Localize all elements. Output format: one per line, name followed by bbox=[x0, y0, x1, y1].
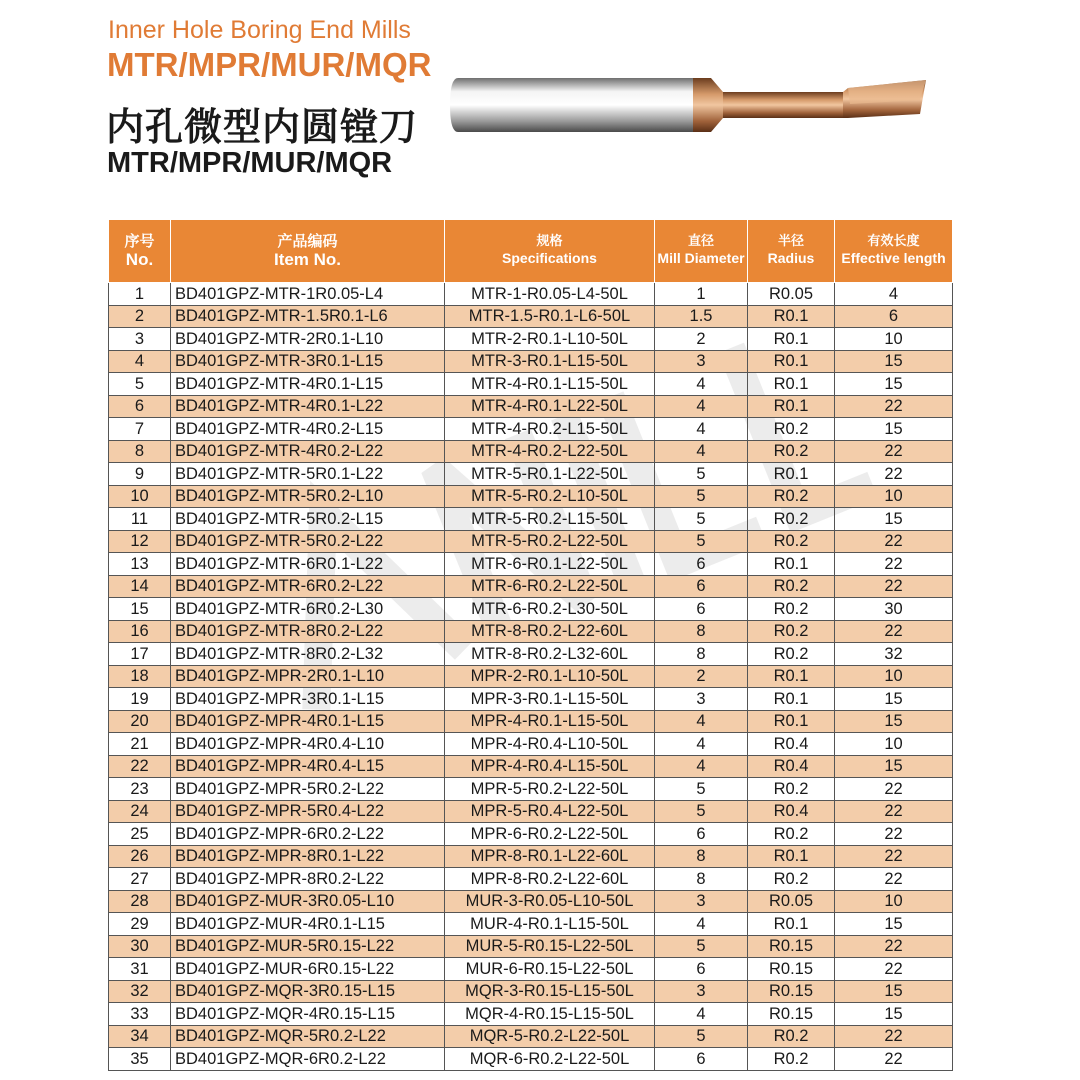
cell-mill-diameter: 6 bbox=[655, 1048, 748, 1071]
cell-no: 22 bbox=[109, 755, 171, 778]
cell-mill-diameter: 3 bbox=[655, 980, 748, 1003]
cell-radius: R0.15 bbox=[748, 1003, 835, 1026]
cell-effective-length: 22 bbox=[835, 1048, 953, 1071]
cell-specification: MPR-4-R0.4-L15-50L bbox=[445, 755, 655, 778]
cell-radius: R0.05 bbox=[748, 283, 835, 306]
table-row bbox=[109, 980, 953, 1003]
cell-item-no: BD401GPZ-MTR-4R0.1-L15 bbox=[171, 373, 445, 396]
cell-mill-diameter: 4 bbox=[655, 418, 748, 441]
cell-item-no: BD401GPZ-MTR-4R0.2-L15 bbox=[171, 418, 445, 441]
table-header-row bbox=[109, 220, 953, 283]
cell-radius: R0.2 bbox=[748, 823, 835, 846]
column-header-no: 序号 No. bbox=[109, 220, 171, 283]
cell-no: 12 bbox=[109, 530, 171, 553]
cell-specification: MPR-3-R0.1-L15-50L bbox=[445, 688, 655, 711]
cell-no: 16 bbox=[109, 620, 171, 643]
cell-effective-length: 10 bbox=[835, 733, 953, 756]
table-row bbox=[109, 845, 953, 868]
cell-item-no: BD401GPZ-MTR-5R0.1-L22 bbox=[171, 463, 445, 486]
cell-mill-diameter: 5 bbox=[655, 1025, 748, 1048]
cell-item-no: BD401GPZ-MPR-4R0.1-L15 bbox=[171, 710, 445, 733]
cell-specification: MQR-5-R0.2-L22-50L bbox=[445, 1025, 655, 1048]
cell-specification: MTR-5-R0.2-L15-50L bbox=[445, 508, 655, 531]
cell-mill-diameter: 4 bbox=[655, 1003, 748, 1026]
cell-effective-length: 10 bbox=[835, 890, 953, 913]
cell-effective-length: 22 bbox=[835, 620, 953, 643]
cell-item-no: BD401GPZ-MPR-5R0.2-L22 bbox=[171, 778, 445, 801]
cell-item-no: BD401GPZ-MTR-2R0.1-L10 bbox=[171, 328, 445, 351]
cell-effective-length: 22 bbox=[835, 463, 953, 486]
table-row bbox=[109, 440, 953, 463]
cell-no: 11 bbox=[109, 508, 171, 531]
cell-radius: R0.2 bbox=[748, 1048, 835, 1071]
cell-effective-length: 22 bbox=[835, 845, 953, 868]
cell-item-no: BD401GPZ-MUR-5R0.15-L22 bbox=[171, 935, 445, 958]
cell-radius: R0.1 bbox=[748, 373, 835, 396]
cell-mill-diameter: 6 bbox=[655, 958, 748, 981]
table-row bbox=[109, 665, 953, 688]
product-spec-table bbox=[108, 219, 953, 1071]
cell-effective-length: 30 bbox=[835, 598, 953, 621]
column-header-radius: 半径 Radius bbox=[748, 220, 835, 283]
cell-item-no: BD401GPZ-MPR-4R0.4-L15 bbox=[171, 755, 445, 778]
cell-effective-length: 10 bbox=[835, 328, 953, 351]
cell-item-no: BD401GPZ-MQR-5R0.2-L22 bbox=[171, 1025, 445, 1048]
table-row bbox=[109, 305, 953, 328]
cell-radius: R0.2 bbox=[748, 598, 835, 621]
cell-specification: MPR-4-R0.1-L15-50L bbox=[445, 710, 655, 733]
cell-specification: MPR-5-R0.4-L22-50L bbox=[445, 800, 655, 823]
cell-effective-length: 22 bbox=[835, 958, 953, 981]
cell-effective-length: 22 bbox=[835, 395, 953, 418]
table-row bbox=[109, 800, 953, 823]
cell-specification: MTR-1-R0.05-L4-50L bbox=[445, 283, 655, 306]
cell-mill-diameter: 5 bbox=[655, 935, 748, 958]
page-header bbox=[0, 0, 1080, 210]
cell-specification: MPR-6-R0.2-L22-50L bbox=[445, 823, 655, 846]
table-row bbox=[109, 485, 953, 508]
cell-no: 6 bbox=[109, 395, 171, 418]
cell-specification: MTR-4-R0.1-L15-50L bbox=[445, 373, 655, 396]
cell-mill-diameter: 5 bbox=[655, 800, 748, 823]
cell-mill-diameter: 8 bbox=[655, 643, 748, 666]
cell-effective-length: 15 bbox=[835, 508, 953, 531]
table-row bbox=[109, 1025, 953, 1048]
cell-effective-length: 22 bbox=[835, 440, 953, 463]
cell-specification: MTR-6-R0.1-L22-50L bbox=[445, 553, 655, 576]
cell-no: 2 bbox=[109, 305, 171, 328]
cell-specification: MTR-8-R0.2-L22-60L bbox=[445, 620, 655, 643]
cell-no: 31 bbox=[109, 958, 171, 981]
cell-item-no: BD401GPZ-MPR-8R0.2-L22 bbox=[171, 868, 445, 891]
cell-mill-diameter: 6 bbox=[655, 823, 748, 846]
cell-effective-length: 22 bbox=[835, 1025, 953, 1048]
cell-effective-length: 10 bbox=[835, 665, 953, 688]
cell-item-no: BD401GPZ-MTR-6R0.2-L30 bbox=[171, 598, 445, 621]
cell-specification: MQR-4-R0.15-L15-50L bbox=[445, 1003, 655, 1026]
cell-effective-length: 4 bbox=[835, 283, 953, 306]
cell-item-no: BD401GPZ-MTR-6R0.2-L22 bbox=[171, 575, 445, 598]
table-body bbox=[109, 283, 953, 1071]
cell-radius: R0.1 bbox=[748, 305, 835, 328]
cell-specification: MUR-5-R0.15-L22-50L bbox=[445, 935, 655, 958]
cell-item-no: BD401GPZ-MTR-4R0.1-L22 bbox=[171, 395, 445, 418]
cell-no: 18 bbox=[109, 665, 171, 688]
cell-specification: MTR-3-R0.1-L15-50L bbox=[445, 350, 655, 373]
cell-specification: MPR-4-R0.4-L10-50L bbox=[445, 733, 655, 756]
cell-mill-diameter: 6 bbox=[655, 553, 748, 576]
cell-no: 7 bbox=[109, 418, 171, 441]
cell-mill-diameter: 8 bbox=[655, 620, 748, 643]
cell-mill-diameter: 4 bbox=[655, 710, 748, 733]
cell-specification: MTR-8-R0.2-L32-60L bbox=[445, 643, 655, 666]
cell-specification: MQR-6-R0.2-L22-50L bbox=[445, 1048, 655, 1071]
cell-no: 28 bbox=[109, 890, 171, 913]
cell-radius: R0.2 bbox=[748, 440, 835, 463]
cell-radius: R0.1 bbox=[748, 395, 835, 418]
cell-radius: R0.1 bbox=[748, 328, 835, 351]
cell-mill-diameter: 5 bbox=[655, 485, 748, 508]
cell-mill-diameter: 1.5 bbox=[655, 305, 748, 328]
cell-mill-diameter: 2 bbox=[655, 665, 748, 688]
cell-no: 21 bbox=[109, 733, 171, 756]
cell-effective-length: 15 bbox=[835, 1003, 953, 1026]
table-row bbox=[109, 418, 953, 441]
table-row bbox=[109, 575, 953, 598]
cell-item-no: BD401GPZ-MUR-3R0.05-L10 bbox=[171, 890, 445, 913]
cell-item-no: BD401GPZ-MQR-3R0.15-L15 bbox=[171, 980, 445, 1003]
cell-effective-length: 22 bbox=[835, 778, 953, 801]
cell-no: 5 bbox=[109, 373, 171, 396]
cell-radius: R0.1 bbox=[748, 913, 835, 936]
cell-no: 8 bbox=[109, 440, 171, 463]
table-row bbox=[109, 350, 953, 373]
cell-mill-diameter: 6 bbox=[655, 575, 748, 598]
cell-mill-diameter: 8 bbox=[655, 868, 748, 891]
table-row bbox=[109, 890, 953, 913]
column-header-specifications: 规格 Specifications bbox=[445, 220, 655, 283]
cell-mill-diameter: 4 bbox=[655, 395, 748, 418]
cell-no: 1 bbox=[109, 283, 171, 306]
cell-item-no: BD401GPZ-MQR-6R0.2-L22 bbox=[171, 1048, 445, 1071]
cell-radius: R0.05 bbox=[748, 890, 835, 913]
cell-mill-diameter: 4 bbox=[655, 373, 748, 396]
cell-radius: R0.2 bbox=[748, 868, 835, 891]
table-row bbox=[109, 1048, 953, 1071]
cell-item-no: BD401GPZ-MTR-3R0.1-L15 bbox=[171, 350, 445, 373]
cell-effective-length: 32 bbox=[835, 643, 953, 666]
cell-item-no: BD401GPZ-MPR-2R0.1-L10 bbox=[171, 665, 445, 688]
cell-mill-diameter: 8 bbox=[655, 845, 748, 868]
cell-radius: R0.1 bbox=[748, 350, 835, 373]
cell-radius: R0.2 bbox=[748, 643, 835, 666]
cell-radius: R0.2 bbox=[748, 530, 835, 553]
cell-mill-diameter: 5 bbox=[655, 463, 748, 486]
cell-specification: MQR-3-R0.15-L15-50L bbox=[445, 980, 655, 1003]
cell-effective-length: 6 bbox=[835, 305, 953, 328]
cell-specification: MTR-5-R0.2-L22-50L bbox=[445, 530, 655, 553]
cell-specification: MPR-8-R0.2-L22-60L bbox=[445, 868, 655, 891]
cell-specification: MTR-5-R0.2-L10-50L bbox=[445, 485, 655, 508]
cell-specification: MTR-6-R0.2-L30-50L bbox=[445, 598, 655, 621]
cell-specification: MUR-3-R0.05-L10-50L bbox=[445, 890, 655, 913]
cell-effective-length: 22 bbox=[835, 530, 953, 553]
cell-radius: R0.1 bbox=[748, 463, 835, 486]
table-row bbox=[109, 958, 953, 981]
cell-radius: R0.4 bbox=[748, 755, 835, 778]
cell-no: 3 bbox=[109, 328, 171, 351]
cell-radius: R0.2 bbox=[748, 1025, 835, 1048]
table-row bbox=[109, 598, 953, 621]
cell-item-no: BD401GPZ-MTR-5R0.2-L15 bbox=[171, 508, 445, 531]
cell-no: 24 bbox=[109, 800, 171, 823]
cell-mill-diameter: 5 bbox=[655, 778, 748, 801]
model-series-subtitle: MTR/MPR/MUR/MQR bbox=[107, 147, 393, 179]
cell-radius: R0.1 bbox=[748, 845, 835, 868]
cell-mill-diameter: 6 bbox=[655, 598, 748, 621]
table-row bbox=[109, 733, 953, 756]
boring-end-mill-illustration bbox=[448, 70, 938, 140]
column-header-item-no: 产品编码 Item No. bbox=[171, 220, 445, 283]
cell-item-no: BD401GPZ-MTR-4R0.2-L22 bbox=[171, 440, 445, 463]
cell-no: 15 bbox=[109, 598, 171, 621]
table-row bbox=[109, 620, 953, 643]
cell-mill-diameter: 4 bbox=[655, 913, 748, 936]
cell-effective-length: 15 bbox=[835, 350, 953, 373]
cell-item-no: BD401GPZ-MUR-4R0.1-L15 bbox=[171, 913, 445, 936]
cell-radius: R0.2 bbox=[748, 778, 835, 801]
cell-no: 26 bbox=[109, 845, 171, 868]
cell-mill-diameter: 3 bbox=[655, 890, 748, 913]
cell-effective-length: 22 bbox=[835, 868, 953, 891]
cell-mill-diameter: 1 bbox=[655, 283, 748, 306]
cell-item-no: BD401GPZ-MPR-4R0.4-L10 bbox=[171, 733, 445, 756]
cell-radius: R0.1 bbox=[748, 553, 835, 576]
cell-no: 17 bbox=[109, 643, 171, 666]
table-row bbox=[109, 373, 953, 396]
cell-item-no: BD401GPZ-MPR-8R0.1-L22 bbox=[171, 845, 445, 868]
cell-effective-length: 10 bbox=[835, 485, 953, 508]
table-row bbox=[109, 778, 953, 801]
table-row bbox=[109, 688, 953, 711]
cell-item-no: BD401GPZ-MTR-6R0.1-L22 bbox=[171, 553, 445, 576]
table-row bbox=[109, 328, 953, 351]
cell-mill-diameter: 5 bbox=[655, 508, 748, 531]
cell-radius: R0.4 bbox=[748, 800, 835, 823]
table-row bbox=[109, 283, 953, 306]
cell-radius: R0.2 bbox=[748, 575, 835, 598]
cell-no: 14 bbox=[109, 575, 171, 598]
cell-radius: R0.1 bbox=[748, 688, 835, 711]
cell-no: 13 bbox=[109, 553, 171, 576]
cell-mill-diameter: 5 bbox=[655, 530, 748, 553]
cell-no: 4 bbox=[109, 350, 171, 373]
cell-radius: R0.2 bbox=[748, 620, 835, 643]
cell-effective-length: 15 bbox=[835, 913, 953, 936]
cell-specification: MPR-5-R0.2-L22-50L bbox=[445, 778, 655, 801]
cell-effective-length: 15 bbox=[835, 755, 953, 778]
cell-item-no: BD401GPZ-MTR-8R0.2-L22 bbox=[171, 620, 445, 643]
cell-radius: R0.15 bbox=[748, 958, 835, 981]
cell-mill-diameter: 2 bbox=[655, 328, 748, 351]
cell-radius: R0.1 bbox=[748, 710, 835, 733]
cell-effective-length: 15 bbox=[835, 373, 953, 396]
cell-no: 19 bbox=[109, 688, 171, 711]
cell-item-no: BD401GPZ-MTR-8R0.2-L32 bbox=[171, 643, 445, 666]
title-english: Inner Hole Boring End Mills bbox=[108, 16, 411, 44]
table-row bbox=[109, 463, 953, 486]
cell-radius: R0.15 bbox=[748, 980, 835, 1003]
cell-effective-length: 22 bbox=[835, 575, 953, 598]
cell-item-no: BD401GPZ-MTR-1R0.05-L4 bbox=[171, 283, 445, 306]
cell-radius: R0.2 bbox=[748, 418, 835, 441]
cell-specification: MUR-6-R0.15-L22-50L bbox=[445, 958, 655, 981]
cell-no: 25 bbox=[109, 823, 171, 846]
cell-no: 30 bbox=[109, 935, 171, 958]
cell-specification: MTR-4-R0.2-L15-50L bbox=[445, 418, 655, 441]
cell-effective-length: 22 bbox=[835, 823, 953, 846]
cell-specification: MTR-4-R0.2-L22-50L bbox=[445, 440, 655, 463]
cell-specification: MTR-1.5-R0.1-L6-50L bbox=[445, 305, 655, 328]
cell-mill-diameter: 4 bbox=[655, 733, 748, 756]
cell-radius: R0.15 bbox=[748, 935, 835, 958]
table-row bbox=[109, 710, 953, 733]
cell-no: 20 bbox=[109, 710, 171, 733]
cell-radius: R0.4 bbox=[748, 733, 835, 756]
cell-radius: R0.1 bbox=[748, 665, 835, 688]
table-row bbox=[109, 1003, 953, 1026]
cell-no: 33 bbox=[109, 1003, 171, 1026]
table-row bbox=[109, 553, 953, 576]
cell-effective-length: 15 bbox=[835, 980, 953, 1003]
cell-item-no: BD401GPZ-MQR-4R0.15-L15 bbox=[171, 1003, 445, 1026]
table-row bbox=[109, 508, 953, 531]
cell-item-no: BD401GPZ-MPR-5R0.4-L22 bbox=[171, 800, 445, 823]
cell-specification: MTR-2-R0.1-L10-50L bbox=[445, 328, 655, 351]
cell-mill-diameter: 4 bbox=[655, 755, 748, 778]
cell-no: 32 bbox=[109, 980, 171, 1003]
cell-item-no: BD401GPZ-MPR-6R0.2-L22 bbox=[171, 823, 445, 846]
cell-no: 34 bbox=[109, 1025, 171, 1048]
title-chinese: 内孔微型内圆镗刀 bbox=[106, 105, 419, 149]
cell-no: 23 bbox=[109, 778, 171, 801]
cell-effective-length: 15 bbox=[835, 418, 953, 441]
cell-radius: R0.2 bbox=[748, 508, 835, 531]
cell-effective-length: 22 bbox=[835, 800, 953, 823]
cell-specification: MTR-4-R0.1-L22-50L bbox=[445, 395, 655, 418]
table-row bbox=[109, 755, 953, 778]
cell-effective-length: 22 bbox=[835, 553, 953, 576]
cell-no: 29 bbox=[109, 913, 171, 936]
cell-specification: MUR-4-R0.1-L15-50L bbox=[445, 913, 655, 936]
cell-no: 27 bbox=[109, 868, 171, 891]
cell-no: 10 bbox=[109, 485, 171, 508]
cell-no: 9 bbox=[109, 463, 171, 486]
cell-item-no: BD401GPZ-MUR-6R0.15-L22 bbox=[171, 958, 445, 981]
cell-effective-length: 22 bbox=[835, 935, 953, 958]
cell-effective-length: 15 bbox=[835, 688, 953, 711]
cell-mill-diameter: 3 bbox=[655, 350, 748, 373]
cell-specification: MPR-8-R0.1-L22-60L bbox=[445, 845, 655, 868]
table-row bbox=[109, 913, 953, 936]
product-spec-table-container bbox=[108, 219, 952, 1071]
cell-item-no: BD401GPZ-MTR-1.5R0.1-L6 bbox=[171, 305, 445, 328]
table-row bbox=[109, 935, 953, 958]
table-row bbox=[109, 643, 953, 666]
model-series-title: MTR/MPR/MUR/MQR bbox=[107, 46, 432, 83]
table-row bbox=[109, 823, 953, 846]
cell-mill-diameter: 4 bbox=[655, 440, 748, 463]
cell-specification: MPR-2-R0.1-L10-50L bbox=[445, 665, 655, 688]
table-row bbox=[109, 868, 953, 891]
cell-specification: MTR-6-R0.2-L22-50L bbox=[445, 575, 655, 598]
cell-no: 35 bbox=[109, 1048, 171, 1071]
column-header-effective-length: 有效长度 Effective length bbox=[835, 220, 953, 283]
cell-mill-diameter: 3 bbox=[655, 688, 748, 711]
cell-radius: R0.2 bbox=[748, 485, 835, 508]
cell-effective-length: 15 bbox=[835, 710, 953, 733]
table-row bbox=[109, 530, 953, 553]
cell-item-no: BD401GPZ-MTR-5R0.2-L22 bbox=[171, 530, 445, 553]
cell-item-no: BD401GPZ-MPR-3R0.1-L15 bbox=[171, 688, 445, 711]
column-header-mill-diameter: 直径 Mill Diameter bbox=[655, 220, 748, 283]
cell-item-no: BD401GPZ-MTR-5R0.2-L10 bbox=[171, 485, 445, 508]
table-row bbox=[109, 395, 953, 418]
cell-specification: MTR-5-R0.1-L22-50L bbox=[445, 463, 655, 486]
